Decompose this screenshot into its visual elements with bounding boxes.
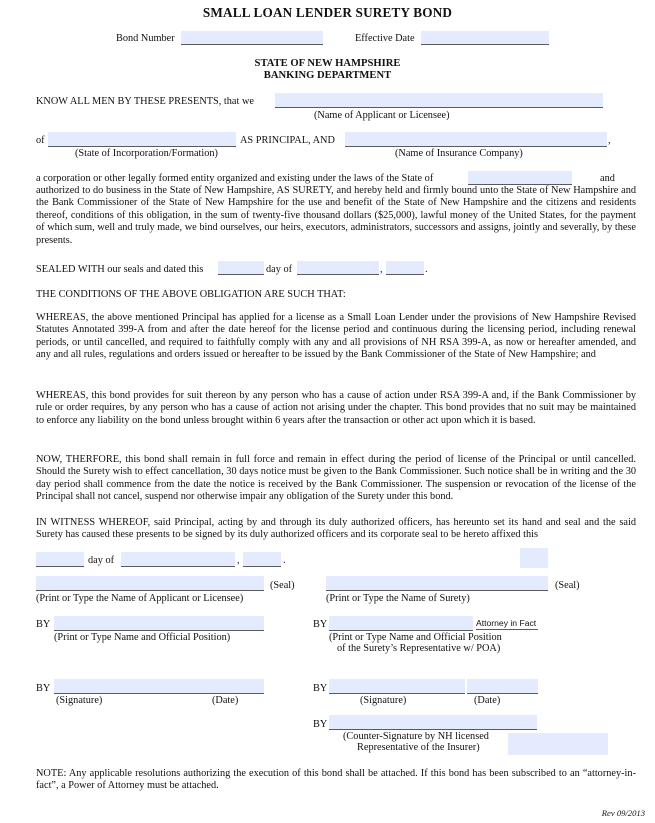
witness-period: . [283,555,286,566]
surety-signature-field[interactable] [329,679,465,694]
of-label: of [36,135,45,146]
effective-date-field[interactable] [421,31,549,45]
surety-date-caption: (Date) [474,695,501,706]
principal-sign-by-label: BY [36,683,51,694]
principal-officer-field[interactable] [54,616,264,631]
insurance-company-caption: (Name of Insurance Company) [395,148,523,159]
bond-number-field[interactable] [181,31,323,45]
witness-day-field[interactable] [36,552,84,567]
surety-date-field[interactable] [467,679,538,694]
sealed-period: . [425,264,428,275]
surety-state-field[interactable] [468,171,572,185]
principal-date-caption: (Date) [212,695,239,706]
sealed-day-of: day of [266,264,293,275]
insurance-company-field[interactable] [345,132,607,147]
corp-para-body: authorized to do business in the State of New Hampshire, AS SURETY, and hereby held and firmly bound unto the State of New Hampshire and the Bank Commissioner of the State of New Hampshire for the use and benefit of the State of New Hampshire and the citizens and residents thereof, conditions of this obligation, in the sum of twenty-five thousand dollars ($25,000), lawful money of the United States, for the payment of which sum, well and truly made, we bind ourselves, our heirs, executors, administrators, successors and assigns, jointly and severally, by these presents. [36,185,636,246]
sealed-with-text: SEALED WITH our seals and dated this [36,264,204,275]
as-principal-text: AS PRINCIPAL, AND [240,135,335,146]
principal-date-field[interactable] [199,679,264,694]
surety-sign-by-label: BY [313,683,328,694]
sealed-month-field[interactable] [297,261,379,275]
witness-year-field[interactable] [243,552,281,567]
conditions-heading: THE CONDITIONS OF THE ABOVE OBLIGATION ARE SUCH THAT: [36,289,346,300]
print-applicant-caption: (Print or Type the Name of Applicant or Licensee) [36,593,244,604]
comma-text: , [608,135,611,146]
corp-para-and: and [600,173,615,184]
surety-representative-caption: of the Surety’s Representative w/ POA) [337,643,501,654]
attachment-note: NOTE: Any applicable resolutions authorizing the execution of this bond shall be attached. If this bond has been subscribed to an “attorney-in-fact”, a Power of Attorney must be attached. [36,768,636,792]
principal-signature-caption: (Signature) [56,695,103,706]
attorney-in-fact-label: Attorney in Fact [476,618,537,628]
principal-by-label: BY [36,619,51,630]
witness-month-field[interactable] [121,552,235,567]
witness-paragraph: IN WITNESS WHEREOF, said Principal, acting by and through its duly authorized officers, has hereunto set its hand and seal and the said Surety has caused these presents to be signed by its duly authorized officers and its corporate seal to be hereto affixed this [36,517,636,541]
surety-signature-caption: (Signature) [360,695,407,706]
print-surety-caption: (Print or Type the Name of Surety) [326,593,470,604]
countersign-by-label: BY [313,719,328,730]
sealed-day-field[interactable] [218,261,264,275]
revision-label: Rev 09/2013 [601,808,645,818]
surety-by-label: BY [313,619,328,630]
applicant-name-caption: (Name of Applicant or Licensee) [314,110,450,121]
bond-number-label: Bond Number [116,33,175,44]
principal-position-caption: (Print or Type Name and Official Position) [54,632,231,643]
surety-position-caption: (Print or Type Name and Official Position [329,632,502,643]
witness-day-of: day of [88,555,115,566]
whereas-paragraph-1: WHEREAS, the above mentioned Principal has applied for a license as a Small Loan Lender under the provisions of New Hampshire Revised Statutes Annotated 399-A from and after the date hereof for the license period and continuous during the licensing period, including renewal periods, or until cancelled, and required to faithfully comply with any and all provisions of NH RSA 399-A, as now or hereafter amended, and any and all rules, regulations and orders issued or hereafter to be issued by the Bank Commissioner of the State of New Hampshire; and [36,312,636,361]
sealed-year-field[interactable] [386,261,424,275]
principal-seal-label: (Seal) [270,580,295,591]
witness-comma: , [237,555,240,566]
department-heading: BANKING DEPARTMENT [263,70,392,81]
applicant-name-field[interactable] [275,93,603,108]
countersign-caption-2: Representative of the Insurer) [357,742,480,753]
surety-representative-field[interactable] [329,616,473,631]
surety-name-field[interactable] [326,576,548,591]
principal-signature-field[interactable] [54,679,199,694]
countersignature-field[interactable] [329,715,537,730]
attorney-in-fact-rule [476,629,538,630]
corp-para-first-line: a corporation or other legally formed entity organized and existing under the laws of the State of [36,173,434,184]
countersignature-shade [508,733,608,755]
sealed-comma: , [380,264,383,275]
state-incorporation-caption: (State of Incorporation/Formation) [75,148,218,159]
state-incorporation-field[interactable] [48,132,236,147]
form-title: SMALL LOAN LENDER SURETY BOND [202,5,453,20]
whereas-paragraph-2: WHEREAS, this bond provides for suit thereon by any person who has a cause of action under RSA 399-A and, if the Bank Commissioner by rule or order requires, by any person who has a cause of action not arising under the chapter. This bond provides that no suit may be maintained to enforce any liability on the bond unless brought within 6 years after the transaction or other act upon which it is based. [36,390,636,426]
surety-seal-shade [520,548,548,568]
countersign-caption-1: (Counter-Signature by NH licensed [343,731,489,742]
surety-seal-label: (Seal) [555,580,580,591]
know-all-text: KNOW ALL MEN BY THESE PRESENTS, that we [36,96,254,107]
principal-name-field[interactable] [36,576,264,591]
now-therefore-paragraph: NOW, THERFORE, this bond shall remain in full force and remain in effect during the period of license of the Principal or until cancelled. Should the Surety wish to effect cancellation, 30 days notice must be given to the Bank Commissioner. Such notice shall be in writing and the 30 day period shall commence from the date the notice is received by the Bank Commissioner. The suspension or revocation of the license of the Principal shall not cancel, suspend nor otherwise impair any obligation of the Surety under this bond. [36,454,636,503]
effective-date-label: Effective Date [355,33,415,44]
state-heading: STATE OF NEW HAMPSHIRE [254,58,401,69]
